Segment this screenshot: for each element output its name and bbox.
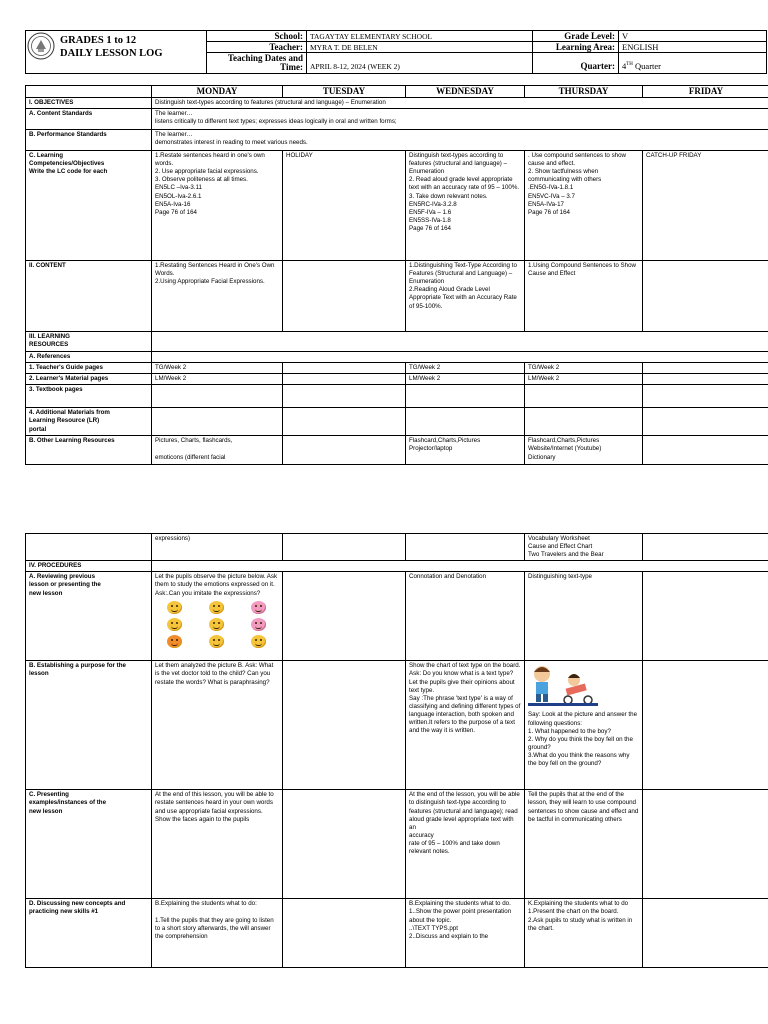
discussing-monday: B.Explaining the students what to do: 1.Tell the pupils that they are going to listen to a short story afterwards, the will answer the comprehension <box>152 899 283 968</box>
references-label: A. References <box>26 352 152 363</box>
am-thursday <box>525 408 643 436</box>
teacher-label: Teacher: <box>207 42 307 53</box>
dates-label-line-2: Time: <box>280 62 303 72</box>
learning-resources-row <box>152 332 768 352</box>
objectives-label: I. OBJECTIVES <box>26 98 152 109</box>
purpose-wednesday: Show the chart of text type on the board. Ask: Do you know what is a text type? Let the pupils give their opinions about text type. Say :The phrase 'text type' is a way of classifying and defining different types of language interaction, both spoken and written.It refers to the purpose of a text and the way it is written. <box>406 661 525 790</box>
reviewing-monday <box>152 572 283 661</box>
smile-face-icon <box>251 635 266 648</box>
procedures-label: IV. PROCEDURES <box>26 561 152 572</box>
school-label: School: <box>207 31 307 42</box>
olr-monday: Pictures, Charts, flashcards, emoticons (different facial <box>152 436 283 465</box>
olr-tuesday <box>283 436 406 465</box>
title-line-1: GRADES 1 to 12 <box>60 35 137 46</box>
day-header-tuesday: TUESDAY <box>283 86 406 98</box>
lm-monday: LM/Week 2 <box>152 374 283 385</box>
title-line-2: DAILY LESSON LOG <box>60 48 163 59</box>
other-resources-label: B. Other Learning Resources <box>26 436 152 465</box>
performance-standards-label: B. Performance Standards <box>26 130 152 151</box>
reviewing-friday <box>643 572 768 661</box>
grade-level-label: Grade Level: <box>533 31 619 42</box>
purpose-tuesday <box>283 661 406 790</box>
quarter-label: Quarter: <box>533 53 619 74</box>
day-header-thursday: THURSDAY <box>525 86 643 98</box>
establishing-purpose-label: B. Establishing a purpose for the lesson <box>26 661 152 790</box>
continued-wednesday <box>406 534 525 561</box>
olr-wednesday: Flashcard,Charts,Pictures Projector/laptop <box>406 436 525 465</box>
reviewing-monday-text: Let the pupils observe the picture below. Ask them to study the emotions expressed on it. Ask:.Can you imitate the expressions? <box>155 573 278 597</box>
surprised-face-icon <box>167 618 182 631</box>
dates-label-line-1: Teaching Dates and <box>227 53 303 63</box>
laughing-face-icon <box>209 601 224 614</box>
continued-monday: expressions) <box>152 534 283 561</box>
purpose-thursday <box>525 661 643 790</box>
learning-competencies-label: C. Learning Competencies/Objectives Write the LC code for each <box>26 151 152 261</box>
lesson-table-1 <box>25 85 768 465</box>
tg-wednesday: TG/Week 2 <box>406 363 525 374</box>
purpose-friday <box>643 661 768 790</box>
am-monday <box>152 408 283 436</box>
learning-resources-label: III. LEARNING RESOURCES <box>26 332 152 352</box>
additional-materials-label: 4. Additional Materials from Learning Resource (LR) portal <box>26 408 152 436</box>
dates-value: APRIL 8-12, 2024 (WEEK 2) <box>307 53 533 74</box>
olr-friday <box>643 436 768 465</box>
tg-friday <box>643 363 768 374</box>
lc-wednesday: Distinguish text-types according to features (structural and language) – Enumeration 2. Read aloud grade level appropriate text with an accuracy rate of 95 – 100%. 3. Take down relevant notes. EN5RC-IVa-3.2.8 EN5F-IVa – 1.6 EN5SS-IVa-1.8 Page 76 of 164 <box>406 151 525 261</box>
lc-tuesday: HOLIDAY <box>283 151 406 261</box>
teachers-guide-label: 1. Teacher's Guide pages <box>26 363 152 374</box>
presenting-wednesday: At the end of the lesson, you will be able to distinguish text-type according to features (structural and language); read aloud grade level appropriate text with an accuracy rate of 95 – 100% and take down relevant notes. <box>406 790 525 899</box>
purpose-thursday-text: Say: Look at the picture and answer the following questions: 1. What happened to the boy? 2. Why do you think the boy fell on the ground? 3.What do you think the reasons why the boy fell on the ground? <box>528 711 638 768</box>
tg-monday: TG/Week 2 <box>152 363 283 374</box>
lc-thursday: . Use compound sentences to show cause and effect. 2. Show tactfulness when communicating with others .EN5G-IVa-1.8.1 EN5VC-IVa – 3.7 EN5A-IVa-17 Page 76 of 164 <box>525 151 643 261</box>
references-row <box>152 352 768 363</box>
purpose-monday: Let them analyzed the picture B. Ask: What is the vet doctor told to the child? Can you restate the words? What is paraphrasing? <box>152 661 283 790</box>
continued-friday <box>643 534 768 561</box>
day-header-wednesday: WEDNESDAY <box>406 86 525 98</box>
lesson-table-2 <box>25 533 768 968</box>
learning-area-value: ENGLISH <box>619 42 767 53</box>
happy-face-icon <box>167 601 182 614</box>
am-tuesday <box>283 408 406 436</box>
dates-label <box>207 53 307 74</box>
discussing-concepts-label: D. Discussing new concepts and practicing new skills #1 <box>26 899 152 968</box>
content-monday: 1.Restating Sentences Heard in One's Own Words. 2.Using Appropriate Facial Expressions. <box>152 261 283 332</box>
textbook-pages-label: 3. Textbook pages <box>26 385 152 408</box>
tb-friday <box>643 385 768 408</box>
olr-thursday: Flashcard,Charts,Pictures Website/Internet (Youtube) Dictionary <box>525 436 643 465</box>
learners-material-label: 2. Learner's Material pages <box>26 374 152 385</box>
pink-face-icon <box>251 601 266 614</box>
header-info-grid <box>206 30 767 74</box>
lc-friday: CATCH-UP FRIDAY <box>643 151 768 261</box>
lc-monday: 1.Restate sentences heard in one's own words. 2. Use appropriate facial expressions. 3. Observe politeness at all times. EN5LC –Iva-3.11 EN5OL-Iva-2.6.1 EN5A-Iva-16 Page 76 of 164 <box>152 151 283 261</box>
emoticons-picture <box>155 601 279 650</box>
tb-monday <box>152 385 283 408</box>
am-friday <box>643 408 768 436</box>
discussing-friday <box>643 899 768 968</box>
corner-cell <box>26 86 152 98</box>
confused-face-icon <box>209 635 224 648</box>
presenting-monday: At the end of this lesson, you will be able to restate sentences heard in your own words and use appropriate facial expressions. Show the faces again to the pupils <box>152 790 283 899</box>
continued-tuesday <box>283 534 406 561</box>
presenting-thursday: Tell the pupils that at the end of the lesson, they will learn to use compound sentences to show cause and effect and be tactful in communicating others <box>525 790 643 899</box>
tb-wednesday <box>406 385 525 408</box>
school-value: TAGAYTAY ELEMENTARY SCHOOL <box>307 31 533 42</box>
day-header-friday: FRIDAY <box>643 86 768 98</box>
wink-face-icon <box>209 618 224 631</box>
deped-seal-icon <box>27 32 55 60</box>
reviewing-wednesday: Connotation and Denotation <box>406 572 525 661</box>
quarter-value: 4TH Quarter <box>619 53 767 74</box>
tg-tuesday <box>283 363 406 374</box>
learning-area-label: Learning Area: <box>533 42 619 53</box>
continued-label <box>26 534 152 561</box>
reviewing-label: A. Reviewing previous lesson or presenting the new lesson <box>26 572 152 661</box>
tg-thursday: TG/Week 2 <box>525 363 643 374</box>
lm-thursday: LM/Week 2 <box>525 374 643 385</box>
kiss-face-icon <box>251 618 266 631</box>
reviewing-tuesday <box>283 572 406 661</box>
discussing-tuesday <box>283 899 406 968</box>
content-thursday: 1.Using Compound Sentences to Show Cause and Effect <box>525 261 643 332</box>
angry-face-icon <box>167 635 182 648</box>
tb-thursday <box>525 385 643 408</box>
content-standards-text: The learner… listens critically to different text types; expresses ideas logically in oral and written forms; <box>152 109 768 130</box>
reviewing-thursday: Distinguishing text-type <box>525 572 643 661</box>
am-wednesday <box>406 408 525 436</box>
boy-fell-picture <box>528 662 598 706</box>
tb-tuesday <box>283 385 406 408</box>
discussing-wednesday: B.Explaining the students what to do. 1..Show the power point presentation about the topic. ..\TEXT TYPS.ppt 2..Discuss and explain to the <box>406 899 525 968</box>
day-header-monday: MONDAY <box>152 86 283 98</box>
content-wednesday: 1.Distinguishing Text-Type According to Features (Structural and Language) –Enumeration 2.Reading Aloud Grade Level Appropriate Text with an Accuracy Rate of 95-100%. <box>406 261 525 332</box>
ordinal-suffix: TH <box>626 62 633 68</box>
content-standards-label: A. Content Standards <box>26 109 152 130</box>
continued-thursday: Vocabulary Worksheet Cause and Effect Chart Two Travelers and the Bear <box>525 534 643 561</box>
grade-level-value: V <box>619 31 767 42</box>
presenting-tuesday <box>283 790 406 899</box>
discussing-thursday: K.Explaining the students what to do 1.Present the chart on the board. 2.Ask pupils to study what is written in the chart. <box>525 899 643 968</box>
performance-standards-text: The learner… demonstrates interest in reading to meet various needs. <box>152 130 768 151</box>
lm-wednesday: LM/Week 2 <box>406 374 525 385</box>
objectives-text: Distinguish text-types according to features (structural and language) – Enumeration <box>152 98 768 109</box>
lm-friday <box>643 374 768 385</box>
content-friday <box>643 261 768 332</box>
teacher-value: MYRA T. DE BELEN <box>307 42 533 53</box>
presenting-friday <box>643 790 768 899</box>
procedures-row <box>152 561 768 572</box>
content-label: II. CONTENT <box>26 261 152 332</box>
content-tuesday <box>283 261 406 332</box>
document-title <box>60 34 163 60</box>
presenting-examples-label: C. Presenting examples/instances of the new lesson <box>26 790 152 899</box>
lm-tuesday <box>283 374 406 385</box>
